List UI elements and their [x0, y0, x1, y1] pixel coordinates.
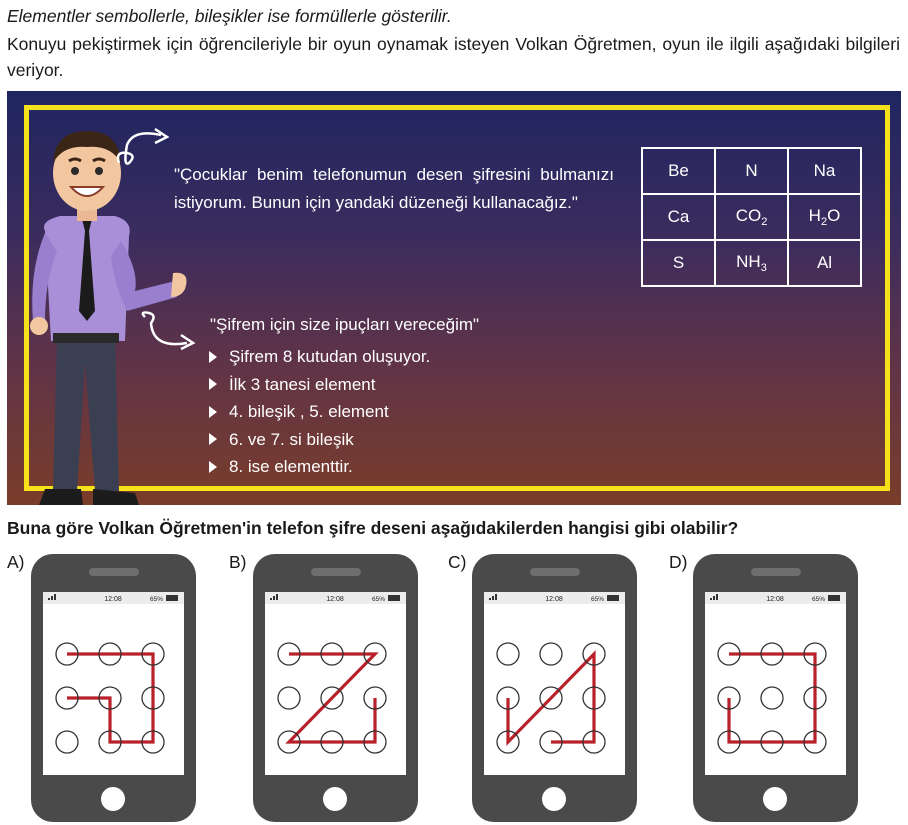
status-time: 12:08 [545, 596, 563, 603]
signal-icon [48, 598, 50, 600]
element-grid [641, 147, 862, 287]
question-text: Buna göre Volkan Öğretmen'in telefon şifre deseni aşağıdakilerden hangisi gibi olabilir? [7, 518, 739, 538]
option-letter: D) [669, 552, 688, 572]
hint-text: 8. ise elementtir. [229, 457, 353, 476]
signal-icon [489, 598, 491, 600]
hint-text: İlk 3 tanesi element [229, 374, 376, 394]
phone-icon [693, 554, 858, 822]
signal-icon [273, 596, 275, 600]
status-battery: 65% [149, 596, 163, 603]
formula-main: O [827, 206, 841, 225]
signal-icon [492, 596, 494, 600]
list-item [207, 371, 430, 399]
signal-icon [54, 594, 56, 600]
option-letter: A) [7, 552, 25, 572]
grid-cell [715, 194, 788, 240]
speaker-slot [311, 568, 361, 576]
status-time: 12:08 [104, 596, 122, 603]
signal-icon [495, 594, 497, 600]
battery-icon [166, 595, 178, 601]
grid-cell: Be [642, 148, 715, 194]
formula-main: NH [736, 252, 761, 271]
formula-subscript: 2 [761, 216, 768, 228]
intro-italic: Elementler sembollerle, bileşikler ise formüllerle gösterilir. [7, 6, 452, 26]
swirl-arrow-icon [139, 309, 201, 355]
list-item [207, 426, 430, 454]
grid-cell: S [642, 240, 715, 286]
speaker-slot [89, 568, 139, 576]
list-item [207, 343, 430, 371]
formula-subscript: 3 [760, 262, 767, 274]
status-time: 12:08 [766, 596, 784, 603]
option-letter: B) [229, 552, 247, 572]
teacher-speech-1: "Çocuklar benim telefonumun desen şifresini bulmanızı istiyorum. Bunun için yandaki düzeneği kullanacağız." [174, 165, 614, 212]
signal-icon [51, 596, 53, 600]
swirl-arrow-icon [115, 123, 175, 175]
home-button [101, 787, 125, 811]
answer-option-b[interactable] [229, 552, 449, 825]
list-item [207, 398, 430, 426]
status-time: 12:08 [326, 596, 344, 603]
phone-icon [253, 554, 418, 822]
answer-option-c[interactable] [448, 552, 668, 825]
status-battery: 65% [590, 596, 604, 603]
phone-icon [472, 554, 637, 822]
grid-cell: Na [788, 148, 861, 194]
hint-text: 6. ve 7. si bileşik [229, 429, 354, 449]
formula-main: H [808, 206, 821, 225]
answer-option-d[interactable] [669, 552, 889, 825]
grid-cell: Ca [642, 194, 715, 240]
signal-icon [276, 594, 278, 600]
speaker-slot [530, 568, 580, 576]
battery-icon [828, 595, 840, 601]
home-button [323, 787, 347, 811]
home-button [542, 787, 566, 811]
teacher-speech-2: "Şifrem için size ipuçları vereceğim" [210, 315, 480, 334]
intro-paragraph: Konuyu pekiştirmek için öğrencileriyle bir oyun oynamak isteyen Volkan Öğretmen, oyun ile ilgili aşağıdaki bilgileri veriyor. [7, 34, 900, 80]
hint-text: 4. bileşik , 5. element [229, 402, 389, 421]
grid-cell: N [715, 148, 788, 194]
hint-list [207, 343, 430, 481]
bullet-icon [207, 377, 219, 391]
option-letter: C) [448, 552, 467, 572]
formula-main: CO [735, 206, 762, 225]
signal-icon [270, 598, 272, 600]
speaker-slot [751, 568, 801, 576]
signal-icon [713, 596, 715, 600]
bullet-icon [207, 460, 219, 474]
bullet-icon [207, 405, 219, 419]
bullet-icon [207, 350, 219, 364]
answer-option-a[interactable] [7, 552, 227, 825]
battery-icon [607, 595, 619, 601]
grid-cell: Al [788, 240, 861, 286]
list-item [207, 453, 430, 481]
grid-cell [715, 240, 788, 286]
grid-cell [788, 194, 861, 240]
status-battery: 65% [811, 596, 825, 603]
bullet-icon [207, 432, 219, 446]
signal-icon [710, 598, 712, 600]
info-panel [7, 91, 901, 505]
status-battery: 65% [371, 596, 385, 603]
formula-subscript: 2 [820, 216, 828, 228]
phone-icon [31, 554, 196, 822]
signal-icon [716, 594, 718, 600]
hint-text: Şifrem 8 kutudan oluşuyor. [229, 347, 431, 366]
battery-icon [388, 595, 400, 601]
home-button [763, 787, 787, 811]
